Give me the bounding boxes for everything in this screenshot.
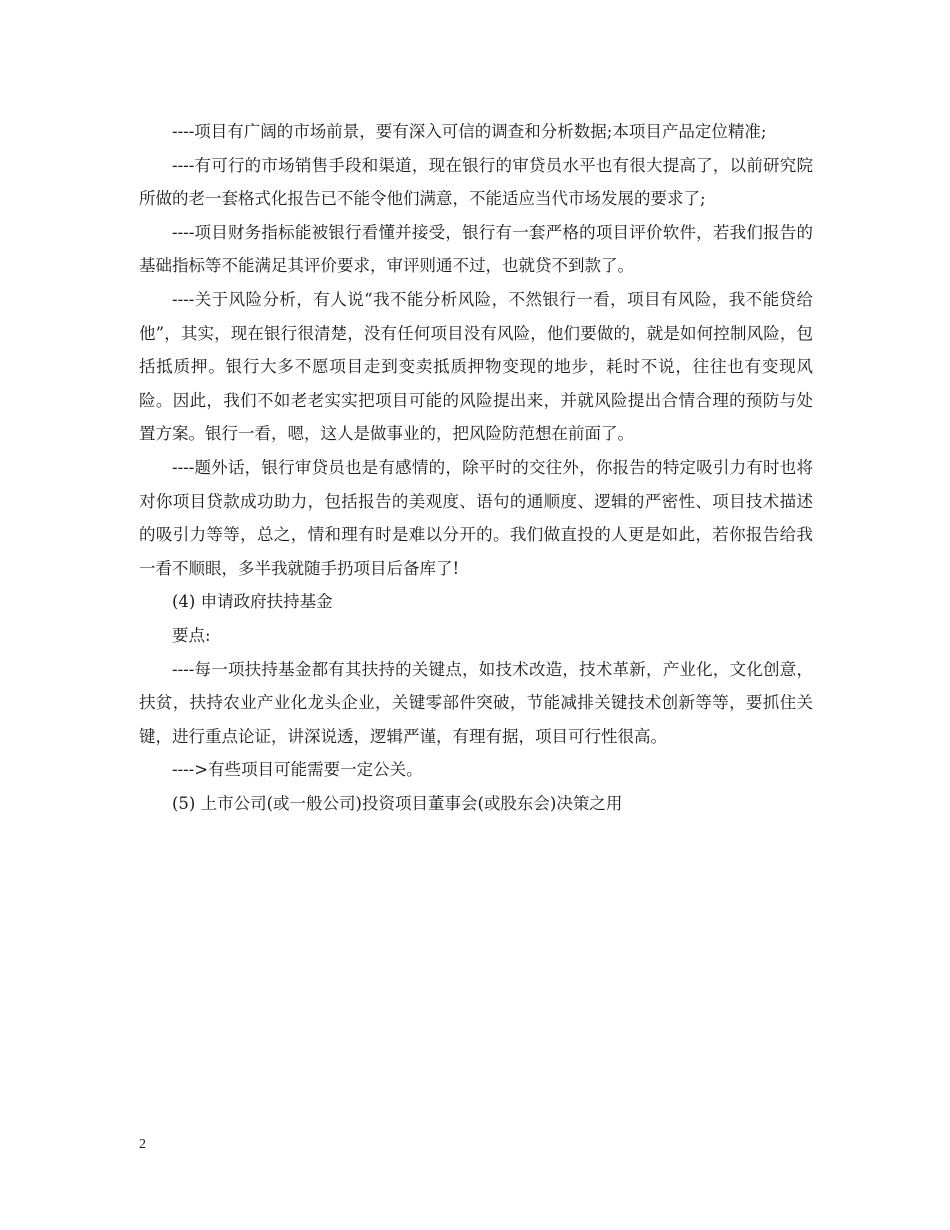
paragraph-financial-indicators: ----项目财务指标能被银行看懂并接受，银行有一套严格的项目评价软件，若我们报告的基础指标等不能满足其评价要求，审评则通不过，也就贷不到款了。	[139, 222, 813, 276]
section-heading-5: (5) 上市公司(或一般公司)投资项目董事会(或股东会)决策之用	[172, 793, 623, 813]
page-number: 2	[139, 1137, 146, 1152]
paragraph-market-prospect: ----项目有广阔的市场前景，要有深入可信的调查和分析数据;本项目产品定位精准;	[172, 122, 767, 141]
paragraph-public-relations: ---->有些项目可能需要一定公关。	[172, 760, 423, 780]
paragraph-risk-analysis: ----关于风险分析，有人说“我不能分析风险，不然银行一看，项目有风险，我不能贷给他”，其实，现在银行很清楚，没有任何项目没有风险，他们要做的，就是如何控制风险，包括抵质押。银行大多不愿项目走到变卖抵质押物变现的地步，耗时不说，往往也有变现风险。因此，我们不如老老实实把项目可能的风险提出来，并就风险提出合情合理的预防与处置方案。银行一看，嗯，这人是做事业的，把风险防范想在前面了。	[139, 289, 813, 444]
document-body	[139, 115, 813, 820]
section-subheading-key-points: 要点:	[172, 625, 211, 645]
paragraph-digression: ----题外话，银行审贷员也是有感情的，除平时的交往外，你报告的特定吸引力有时也将对你项目贷款成功助力，包括报告的美观度、语句的通顺度、逻辑的严密性、项目技术描述的吸引力等等，总之，情和理有时是难以分开的。我们做直投的人更是如此，若你报告给我一看不顺眼，多半我就随手扔项目后备库了!	[139, 457, 813, 578]
section-heading-4: (4) 申请政府扶持基金	[172, 592, 333, 612]
paragraph-support-fund-key-points: ----每一项扶持基金都有其扶持的关键点，如技术改造，技术革新，产业化，文化创意，扶贫，扶持农业产业化龙头企业，关键零部件突破，节能减排关键技术创新等等，要抓住关键，进行重点论证，讲深说透，逻辑严谨，有理有据，项目可行性很高。	[139, 659, 813, 746]
paragraph-sales-channels: ----有可行的市场销售手段和渠道，现在银行的审贷员水平也有很大提高了，以前研究院所做的老一套格式化报告已不能令他们满意，不能适应当代市场发展的要求了;	[139, 155, 813, 209]
